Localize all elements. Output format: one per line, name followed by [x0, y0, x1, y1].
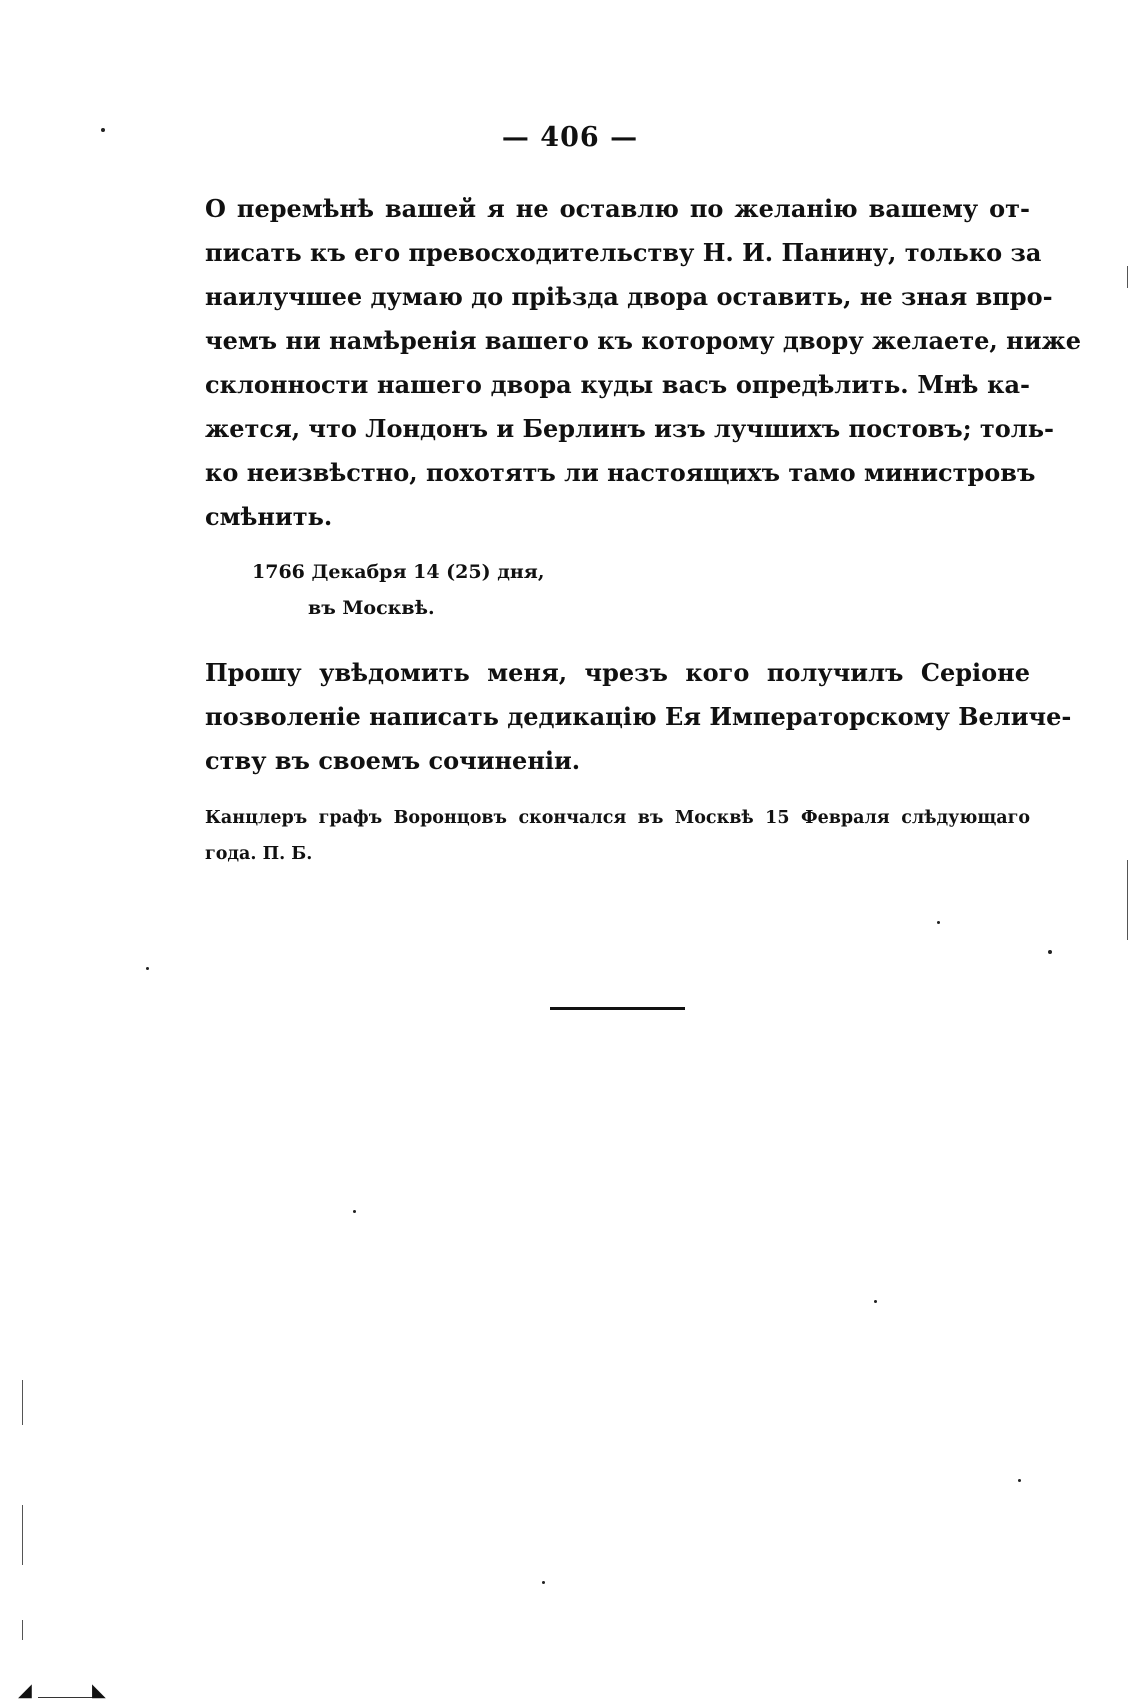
scan-speck [1048, 950, 1052, 954]
text-line: смѣнить. [205, 502, 333, 531]
letter-paragraph-1 [205, 187, 1082, 539]
scan-speck [874, 1300, 877, 1303]
editor-footnote [205, 800, 1030, 872]
corner-scan-icon: ◢ [18, 1680, 32, 1701]
footnote-line: года. П. Б. [205, 844, 313, 864]
footnote-line: Канцлеръ графъ Воронцовъ скончался въ Москвѣ 15 Февраля слѣдующаго [205, 808, 1030, 828]
text-line: ству въ своемъ сочиненіи. [205, 746, 581, 775]
scan-speck [146, 967, 149, 970]
scan-edge-mark [22, 1620, 23, 1640]
text-line: склонности нашего двора куды васъ опредѣлить. Мнѣ ка- [205, 370, 1030, 399]
text-line: О перемѣнѣ вашей я не оставлю по желанію вашему от- [205, 194, 1030, 223]
corner-scan-icon: ◣ [92, 1680, 106, 1701]
scan-edge-mark [1127, 266, 1128, 288]
section-divider-rule [550, 1007, 685, 1010]
text-line: жется, что Лондонъ и Берлинъ изъ лучшихъ постовъ; толь- [205, 414, 1054, 443]
letter-date: 1766 Декабря 14 (25) дня, [252, 561, 545, 583]
scan-speck [1018, 1479, 1021, 1482]
scan-edge-mark [22, 1380, 23, 1425]
scan-speck [937, 921, 940, 924]
scan-edge-mark [22, 1505, 23, 1565]
page-number: — 406 — [501, 122, 639, 153]
scan-edge-mark [38, 1697, 98, 1698]
text-line: Прошу увѣдомить меня, чрезъ кого получилъ Серіоне [205, 658, 1030, 687]
text-line: позволеніе написать дедикацію Ея Императорскому Величе- [205, 702, 1072, 731]
text-line: ко неизвѣстно, похотятъ ли настоящихъ тамо министровъ [205, 458, 1036, 487]
scan-speck [101, 128, 105, 132]
text-line: наилучшее думаю до пріѣзда двора оставить, не зная впро- [205, 282, 1053, 311]
text-line: писать къ его превосходительству Н. И. Панину, только за [205, 238, 1042, 267]
letter-place: въ Москвѣ. [308, 597, 435, 619]
scan-speck [353, 1210, 356, 1213]
text-line: чемъ ни намѣренія вашего къ которому двору желаете, ниже [205, 326, 1082, 355]
letter-postscript [205, 651, 1072, 783]
scan-edge-mark [1127, 860, 1128, 940]
scan-speck [542, 1581, 545, 1584]
